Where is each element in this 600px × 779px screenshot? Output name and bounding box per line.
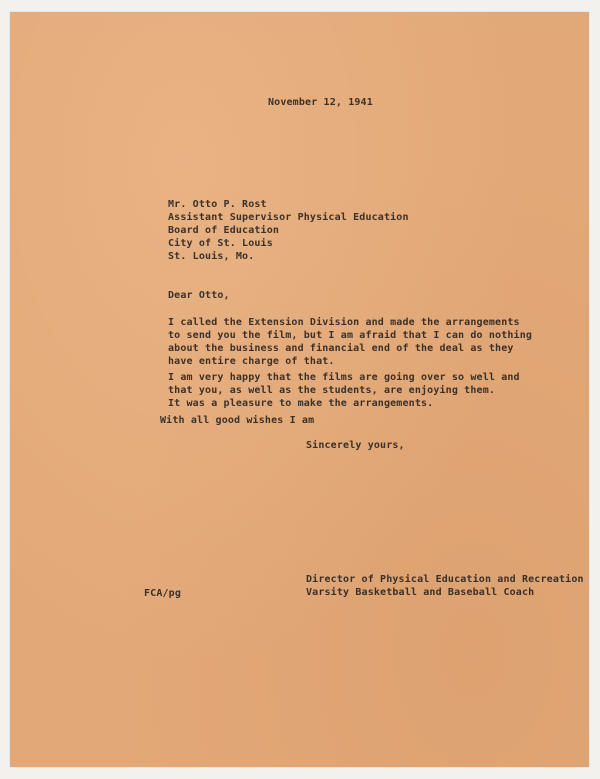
body-paragraph-1 (168, 316, 532, 368)
closing-wish: With all good wishes I am (160, 415, 315, 426)
letter-paper (10, 12, 589, 767)
recipient-line: St. Louis, Mo. (168, 251, 255, 262)
recipient-address (168, 198, 409, 263)
paragraph-line: I called the Extension Division and made the arrangements (168, 317, 520, 328)
paragraph-line: to send you the film, but I am afraid that I can do nothing (168, 330, 533, 341)
signature-block (306, 573, 584, 599)
recipient-line: City of St. Louis (168, 238, 273, 249)
body-paragraph-2 (168, 371, 520, 410)
reference-initials: FCA/pg (144, 588, 182, 599)
paragraph-line: have entire charge of that. (168, 356, 335, 367)
paragraph-line: I am very happy that the films are going over so well and (168, 372, 520, 383)
paragraph-line: about the business and financial end of the deal as they (168, 343, 514, 354)
letter-date: November 12, 1941 (268, 97, 373, 108)
signature-line: Director of Physical Education and Recreation (306, 574, 584, 585)
recipient-line: Assistant Supervisor Physical Education (168, 212, 409, 223)
complimentary-close: Sincerely yours, (306, 440, 405, 451)
recipient-line: Board of Education (168, 225, 280, 236)
recipient-line: Mr. Otto P. Rost (168, 199, 267, 210)
signature-line: Varsity Basketball and Baseball Coach (306, 587, 535, 598)
paragraph-line: It was a pleasure to make the arrangements. (168, 398, 434, 409)
salutation: Dear Otto, (168, 290, 230, 301)
paragraph-line: that you, as well as the students, are enjoying them. (168, 385, 496, 396)
